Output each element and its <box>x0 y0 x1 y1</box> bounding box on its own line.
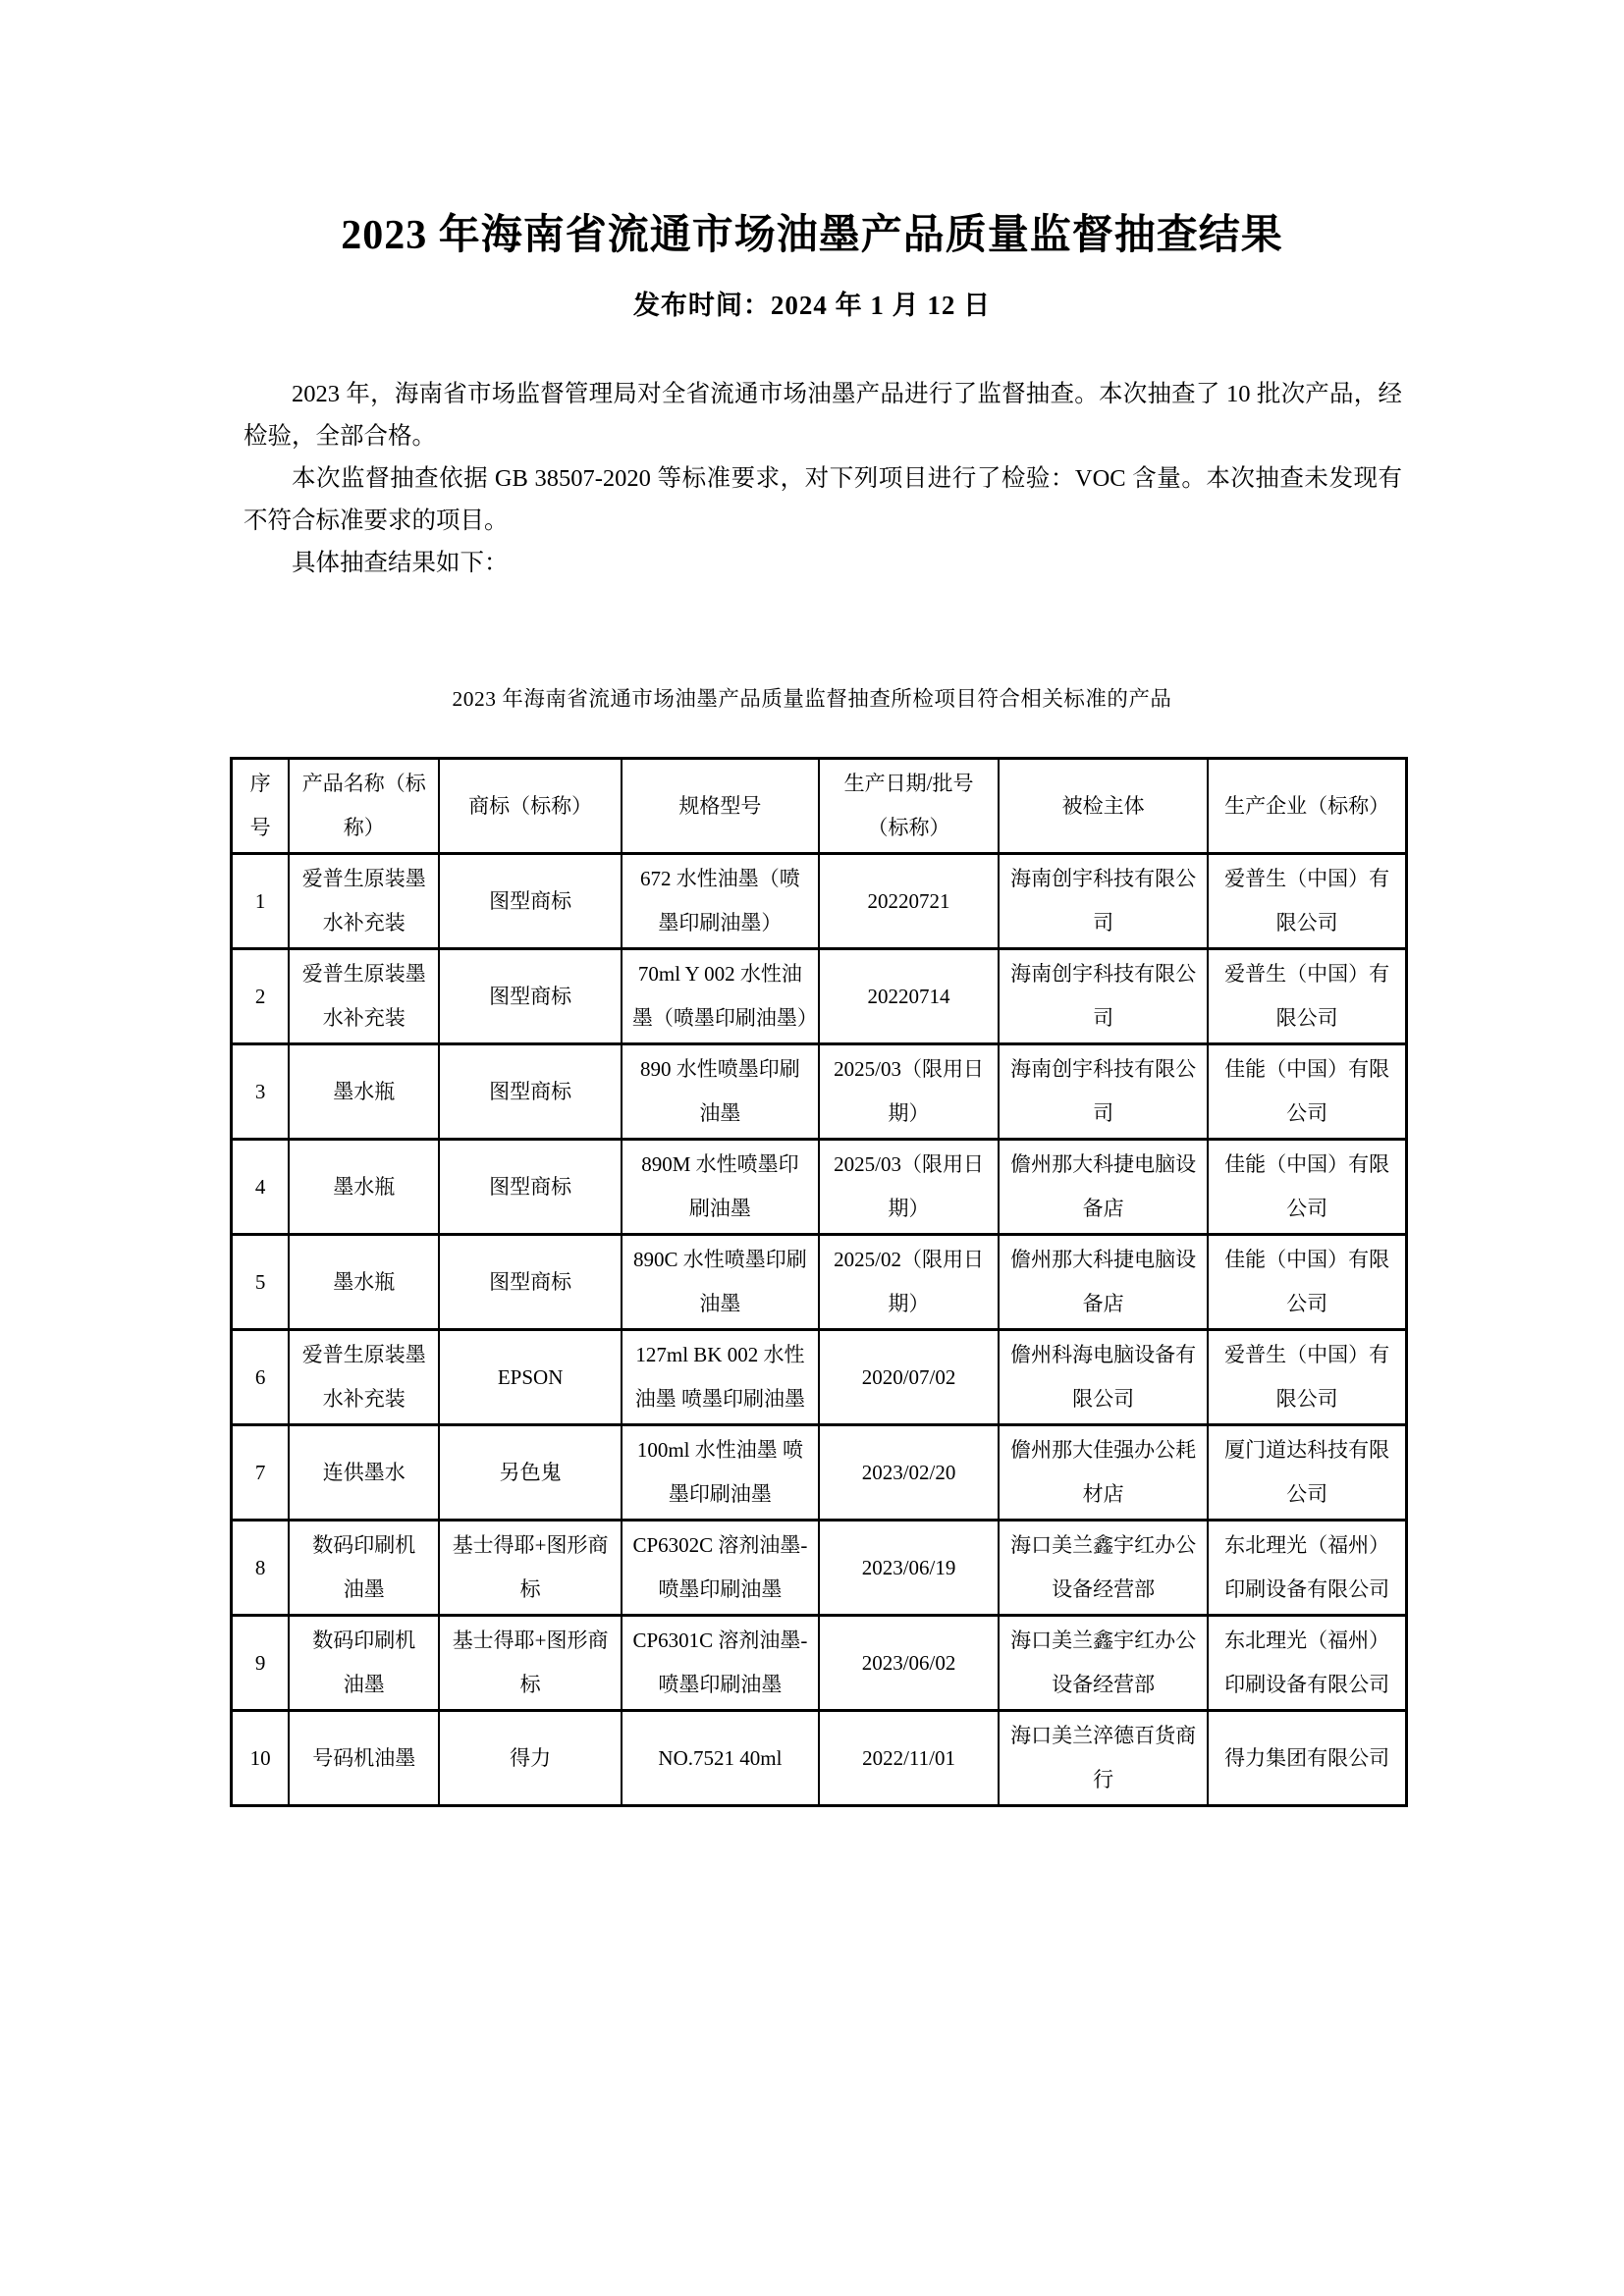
table-cell: 佳能（中国）有限公司 <box>1208 1140 1406 1235</box>
table-cell: 127ml BK 002 水性油墨 喷墨印刷油墨 <box>622 1330 819 1425</box>
paragraph-standards: 本次监督抽查依据 GB 38507-2020 等标准要求，对下列项目进行了检验：VOC 含量。本次抽查未发现有不符合标准要求的项目。 <box>244 465 1402 535</box>
body-text <box>244 373 1402 584</box>
table-cell: NO.7521 40ml <box>622 1711 819 1806</box>
table-cell: 爱普生原装墨水补充装 <box>289 1330 439 1425</box>
paragraph-lead-in: 具体抽查结果如下： <box>292 550 509 577</box>
table-cell: 10 <box>232 1711 290 1806</box>
table-cell: 4 <box>232 1140 290 1235</box>
table-cell: 墨水瓶 <box>289 1140 439 1235</box>
table-cell: 5 <box>232 1235 290 1330</box>
table-cell: CP6302C 溶剂油墨-喷墨印刷油墨 <box>622 1521 819 1616</box>
table-cell: 2025/03（限用日期） <box>819 1140 999 1235</box>
table-caption: 2023 年海南省流通市场油墨产品质量监督抽查所检项目符合相关标准的产品 <box>452 687 1172 712</box>
table-header-row <box>232 759 1407 854</box>
table-cell: 890 水性喷墨印刷油墨 <box>622 1044 819 1140</box>
table-header-cell: 序号 <box>232 759 290 854</box>
table-row <box>232 1330 1407 1425</box>
table-cell: 基士得耶+图形商标 <box>439 1521 622 1616</box>
table-cell: 佳能（中国）有限公司 <box>1208 1235 1406 1330</box>
table-row <box>232 1711 1407 1806</box>
table-cell: 另色鬼 <box>439 1425 622 1521</box>
table-header-cell: 商标（标称） <box>439 759 622 854</box>
table-cell: 基士得耶+图形商标 <box>439 1616 622 1711</box>
table-header-cell: 规格型号 <box>622 759 819 854</box>
table-cell: 爱普生原装墨水补充装 <box>289 854 439 949</box>
table-cell: 爱普生（中国）有限公司 <box>1208 949 1406 1044</box>
table-row <box>232 1425 1407 1521</box>
table-cell: 厦门道达科技有限公司 <box>1208 1425 1406 1521</box>
paragraph-summary: 2023 年，海南省市场监督管理局对全省流通市场油墨产品进行了监督抽查。本次抽查了 10 批次产品，经检验，全部合格。 <box>244 381 1402 451</box>
table-cell: 海南创宇科技有限公司 <box>999 949 1208 1044</box>
table-cell: 2025/03（限用日期） <box>819 1044 999 1140</box>
table-cell: 20220714 <box>819 949 999 1044</box>
table-row <box>232 1140 1407 1235</box>
table-header-cell: 生产企业（标称） <box>1208 759 1406 854</box>
table-cell: 东北理光（福州）印刷设备有限公司 <box>1208 1616 1406 1711</box>
table-cell: 2023/06/02 <box>819 1616 999 1711</box>
table-cell: 2023/06/19 <box>819 1521 999 1616</box>
table-cell: 连供墨水 <box>289 1425 439 1521</box>
table-cell: EPSON <box>439 1330 622 1425</box>
table-cell: 2 <box>232 949 290 1044</box>
table-cell: CP6301C 溶剂油墨-喷墨印刷油墨 <box>622 1616 819 1711</box>
table-row <box>232 1044 1407 1140</box>
table-cell: 2023/02/20 <box>819 1425 999 1521</box>
table-cell: 海口美兰鑫宇红办公设备经营部 <box>999 1521 1208 1616</box>
table-cell: 2025/02（限用日期） <box>819 1235 999 1330</box>
results-table <box>230 757 1408 1807</box>
table-cell: 890M 水性喷墨印刷油墨 <box>622 1140 819 1235</box>
table-cell: 海南创宇科技有限公司 <box>999 1044 1208 1140</box>
table-cell: 数码印刷机 油墨 <box>289 1616 439 1711</box>
table-cell: 儋州科海电脑设备有限公司 <box>999 1330 1208 1425</box>
table-cell: 1 <box>232 854 290 949</box>
table-cell: 672 水性油墨（喷墨印刷油墨） <box>622 854 819 949</box>
table-cell: 儋州那大佳强办公耗材店 <box>999 1425 1208 1521</box>
table-row <box>232 949 1407 1044</box>
table-cell: 6 <box>232 1330 290 1425</box>
table-cell: 2022/11/01 <box>819 1711 999 1806</box>
table-cell: 海口美兰淬德百货商行 <box>999 1711 1208 1806</box>
table-row <box>232 1235 1407 1330</box>
table-cell: 20220721 <box>819 854 999 949</box>
table-cell: 8 <box>232 1521 290 1616</box>
table-cell: 890C 水性喷墨印刷油墨 <box>622 1235 819 1330</box>
table-cell: 图型商标 <box>439 1235 622 1330</box>
table-cell: 数码印刷机 油墨 <box>289 1521 439 1616</box>
table-cell: 9 <box>232 1616 290 1711</box>
table-cell: 得力 <box>439 1711 622 1806</box>
table-cell: 佳能（中国）有限公司 <box>1208 1044 1406 1140</box>
table-cell: 7 <box>232 1425 290 1521</box>
table-header-cell: 产品名称（标称） <box>289 759 439 854</box>
table-cell: 爱普生原装墨水补充装 <box>289 949 439 1044</box>
table-cell: 70ml Y 002 水性油墨（喷墨印刷油墨） <box>622 949 819 1044</box>
table-cell: 儋州那大科捷电脑设备店 <box>999 1140 1208 1235</box>
table-cell: 爱普生（中国）有限公司 <box>1208 1330 1406 1425</box>
table-cell: 图型商标 <box>439 854 622 949</box>
table-cell: 墨水瓶 <box>289 1235 439 1330</box>
table-cell: 号码机油墨 <box>289 1711 439 1806</box>
table-cell: 图型商标 <box>439 949 622 1044</box>
table-header-cell: 被检主体 <box>999 759 1208 854</box>
table-cell: 儋州那大科捷电脑设备店 <box>999 1235 1208 1330</box>
table-cell: 墨水瓶 <box>289 1044 439 1140</box>
table-row <box>232 1616 1407 1711</box>
table-cell: 3 <box>232 1044 290 1140</box>
table-cell: 100ml 水性油墨 喷墨印刷油墨 <box>622 1425 819 1521</box>
table-header-cell: 生产日期/批号（标称） <box>819 759 999 854</box>
table-cell: 爱普生（中国）有限公司 <box>1208 854 1406 949</box>
table-cell: 2020/07/02 <box>819 1330 999 1425</box>
table-cell: 图型商标 <box>439 1044 622 1140</box>
table-cell: 得力集团有限公司 <box>1208 1711 1406 1806</box>
table-cell: 海口美兰鑫宇红办公设备经营部 <box>999 1616 1208 1711</box>
table-cell: 东北理光（福州）印刷设备有限公司 <box>1208 1521 1406 1616</box>
page-title: 2023 年海南省流通市场油墨产品质量监督抽查结果 <box>341 213 1283 258</box>
table-cell: 图型商标 <box>439 1140 622 1235</box>
table-body <box>232 854 1407 1806</box>
table-row <box>232 854 1407 949</box>
table-row <box>232 1521 1407 1616</box>
table-cell: 海南创宇科技有限公司 <box>999 854 1208 949</box>
publish-date: 发布时间：2024 年 1 月 12 日 <box>632 291 992 321</box>
